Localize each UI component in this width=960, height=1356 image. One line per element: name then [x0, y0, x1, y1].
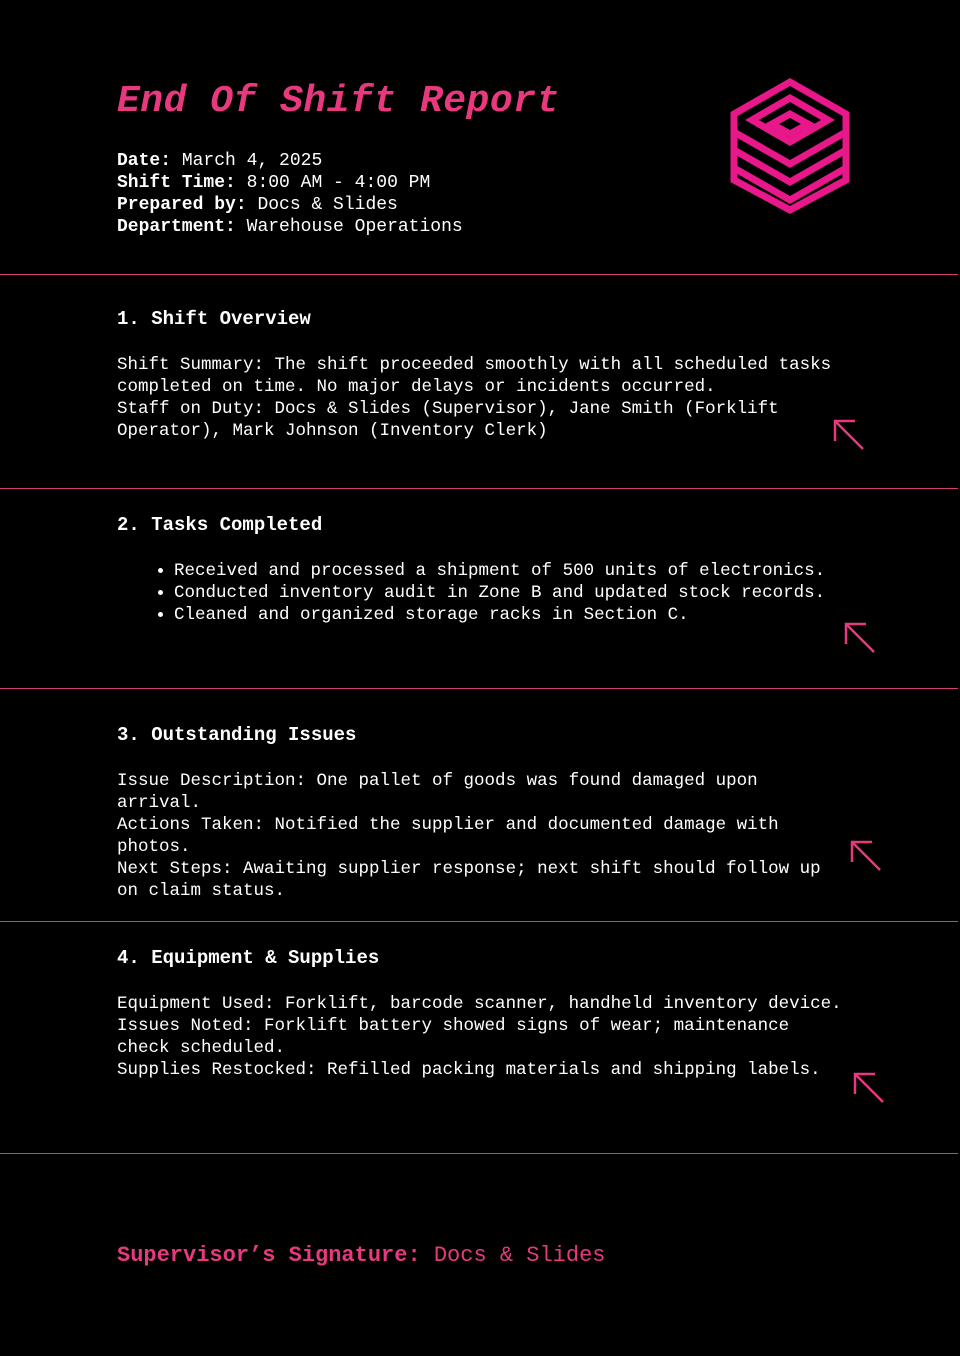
equipment-supplies-section	[117, 947, 847, 1081]
shift-overview-section	[117, 308, 847, 442]
nested-hexagon-logo-icon	[728, 76, 852, 216]
section-heading: 3. Outstanding Issues	[117, 724, 357, 746]
prepared-by-label: Prepared by:	[117, 195, 247, 215]
divider	[0, 688, 958, 689]
divider	[0, 488, 958, 489]
issues-noted: Issues Noted: Forklift battery showed signs of wear; maintenance check scheduled.	[117, 1016, 790, 1058]
divider	[0, 274, 958, 275]
outstanding-issues-section	[117, 724, 847, 902]
list-item: • Conducted inventory audit in Zone B and updated stock records.	[174, 582, 847, 604]
arrow-up-left-icon	[832, 418, 866, 452]
supervisor-signature	[117, 1242, 606, 1270]
report-meta	[117, 150, 463, 238]
shift-summary: Shift Summary: The shift proceeded smoothly with all scheduled tasks completed on time. No major delays or incidents occurred.	[117, 355, 832, 397]
date-row	[117, 150, 463, 172]
prepared-by-row	[117, 194, 463, 216]
date-label: Date:	[117, 151, 172, 171]
task-list	[117, 560, 847, 626]
list-item: • Received and processed a shipment of 500 units of electronics.	[174, 560, 847, 582]
divider	[0, 921, 958, 922]
section-heading: 2. Tasks Completed	[117, 514, 323, 536]
signature-label: Supervisor’s Signature:	[117, 1243, 421, 1268]
next-steps: Next Steps: Awaiting supplier response; next shift should follow up on claim status.	[117, 859, 821, 901]
department-value: Warehouse Operations	[246, 217, 463, 237]
shift-time-value: 8:00 AM - 4:00 PM	[246, 173, 431, 193]
section-heading: 4. Equipment & Supplies	[117, 947, 380, 969]
report-title: End Of Shift Report	[117, 80, 560, 123]
department-row	[117, 216, 463, 238]
staff-on-duty: Staff on Duty: Docs & Slides (Supervisor), Jane Smith (Forklift Operator), Mark Johnson (Inventory Clerk)	[117, 399, 779, 441]
divider	[0, 1153, 958, 1154]
tasks-completed-section	[117, 514, 847, 626]
date-value: March 4, 2025	[181, 151, 323, 171]
shift-time-row	[117, 172, 463, 194]
signature-value: Docs & Slides	[433, 1243, 606, 1268]
section-body	[117, 354, 847, 442]
section-body	[117, 993, 847, 1081]
shift-time-label: Shift Time:	[117, 173, 236, 193]
arrow-up-left-icon	[852, 1071, 886, 1105]
actions-taken: Actions Taken: Notified the supplier and documented damage with photos.	[117, 815, 779, 857]
section-heading: 1. Shift Overview	[117, 308, 311, 330]
equipment-used: Equipment Used: Forklift, barcode scanner, handheld inventory device.	[117, 994, 842, 1014]
department-label: Department:	[117, 217, 236, 237]
section-body	[117, 770, 847, 902]
arrow-up-left-icon	[849, 839, 883, 873]
arrow-up-left-icon	[843, 621, 877, 655]
prepared-by-value: Docs & Slides	[257, 195, 398, 215]
issue-description: Issue Description: One pallet of goods was found damaged upon arrival.	[117, 771, 758, 813]
list-item: • Cleaned and organized storage racks in Section C.	[174, 604, 847, 626]
supplies-restocked: Supplies Restocked: Refilled packing materials and shipping labels.	[117, 1060, 821, 1080]
